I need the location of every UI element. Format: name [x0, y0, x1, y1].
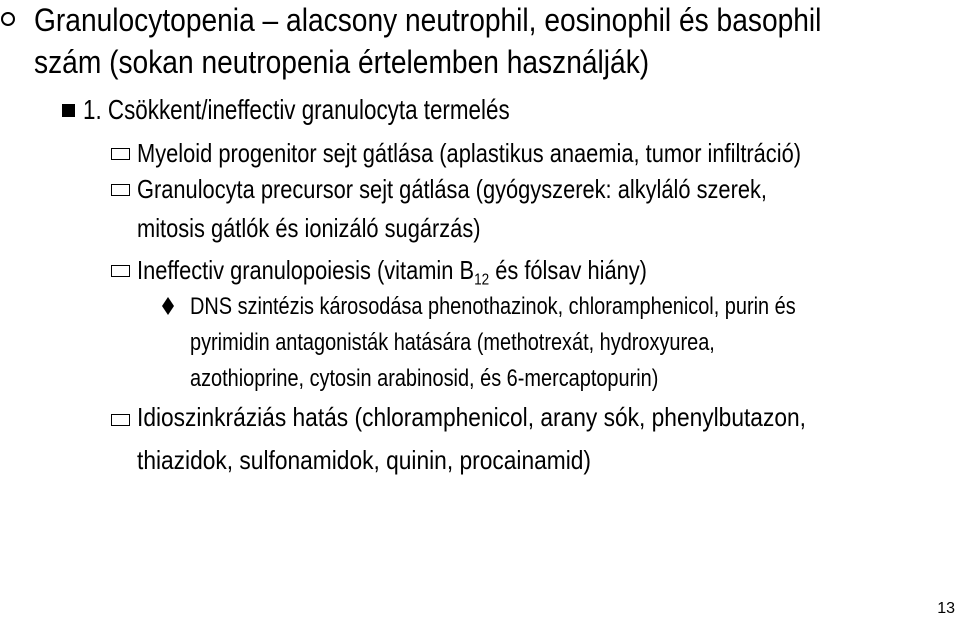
section-heading: 1. Csökkent/ineffectiv granulocyta termelés [83, 94, 510, 125]
box-bullet-icon [111, 184, 130, 196]
heading-line-1: Granulocytopenia – alacsony neutrophil, eosinophil és basophil [34, 2, 822, 38]
list-item-myeloid: Myeloid progenitor sejt gátlása (aplastikus anaemia, tumor infiltráció) [137, 138, 802, 168]
box-bullet-icon [111, 148, 130, 160]
ineffectiv-text: Ineffectiv granulopoiesis (vitamin B [137, 255, 475, 285]
box-bullet-icon [111, 265, 130, 277]
heading-line-2: szám (sokan neutropenia értelemben használják) [34, 44, 650, 80]
square-bullet-icon [62, 104, 75, 117]
sub-item-dns-line-3: azothioprine, cytosin arabinosid, és 6-mercaptopurin) [190, 365, 659, 392]
vitamin-b12-subscript: 12 [474, 270, 490, 289]
list-item-idioszinkrazias-line-1: Idioszinkráziás hatás (chloramphenicol, arany sók, phenylbutazon, [137, 402, 806, 432]
list-item-precursor-line-2: mitosis gátlók és ionizáló sugárzás) [137, 213, 481, 243]
ineffectiv-text-end: és fólsav hiány) [489, 255, 647, 285]
diamond-bullet-icon [162, 297, 174, 315]
page-number: 13 [937, 600, 955, 617]
list-item-idioszinkrazias-line-2: thiazidok, sulfonamidok, quinin, procainamid) [137, 445, 591, 475]
list-item-precursor-line-1: Granulocyta precursor sejt gátlása (gyógyszerek: alkyláló szerek, [137, 174, 767, 204]
circle-bullet-icon [1, 12, 15, 26]
sub-item-dns-line-2: pyrimidin antagonisták hatására (methotrexát, hydroxyurea, [190, 329, 715, 356]
list-item-ineffectiv [137, 255, 744, 289]
sub-item-dns-line-1: DNS szintézis károsodása phenothazinok, chloramphenicol, purin és [190, 293, 796, 320]
box-bullet-icon [111, 414, 130, 426]
